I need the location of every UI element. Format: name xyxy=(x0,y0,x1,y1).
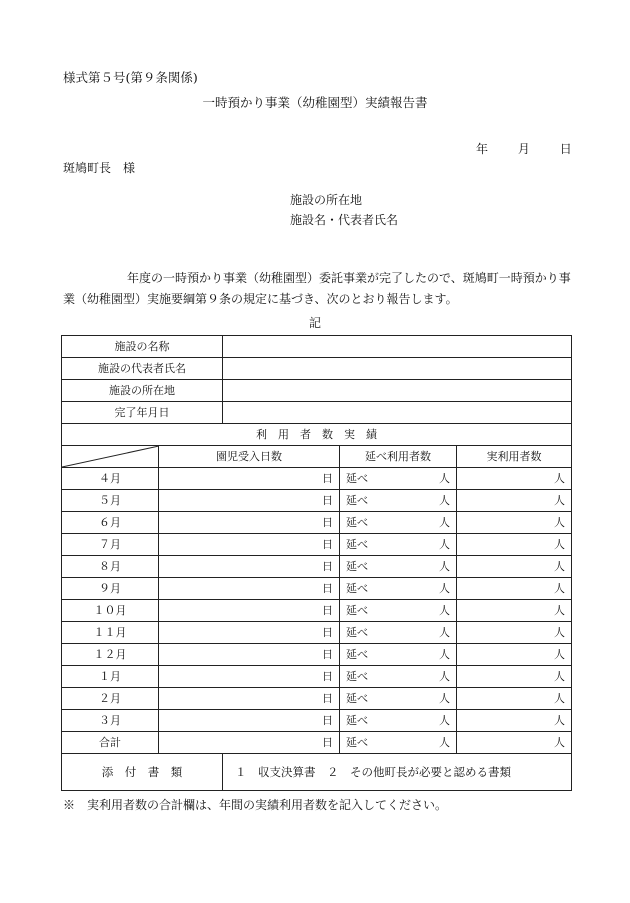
days-cell[interactable] xyxy=(159,578,340,600)
nobe-cell[interactable] xyxy=(340,578,457,600)
attachments-value: １ 収支決算書 ２ その他町長が必要と認める書類 xyxy=(223,754,572,791)
days-cell[interactable] xyxy=(159,512,340,534)
nobe-cell[interactable] xyxy=(340,534,457,556)
day-unit: 日 xyxy=(322,670,333,683)
person-unit: 人 xyxy=(439,692,450,705)
info-row-value[interactable] xyxy=(223,358,572,380)
person-unit: 人 xyxy=(554,670,566,683)
days-cell[interactable] xyxy=(159,644,340,666)
person-unit: 人 xyxy=(439,582,450,595)
table-row xyxy=(62,556,572,578)
nobe-prefix: 延べ xyxy=(346,736,368,749)
info-row-value[interactable] xyxy=(223,380,572,402)
actual-cell[interactable] xyxy=(457,512,572,534)
nobe-cell[interactable] xyxy=(340,644,457,666)
nobe-cell[interactable] xyxy=(340,666,457,688)
diagonal-line xyxy=(62,446,159,467)
days-cell[interactable] xyxy=(159,534,340,556)
nobe-prefix: 延べ xyxy=(346,538,368,551)
month-label: ８月 xyxy=(62,556,159,578)
section-title-row xyxy=(62,424,572,446)
nobe-prefix: 延べ xyxy=(346,692,368,705)
month-label: １０月 xyxy=(62,600,159,622)
actual-cell[interactable] xyxy=(457,534,572,556)
document-title: 一時預かり事業（幼稚園型）実績報告書 xyxy=(202,95,428,110)
person-unit: 人 xyxy=(554,692,566,705)
actual-cell[interactable] xyxy=(457,732,572,754)
nobe-cell[interactable] xyxy=(340,490,457,512)
actual-cell[interactable] xyxy=(457,622,572,644)
table-row xyxy=(62,490,572,512)
month-label: １月 xyxy=(62,666,159,688)
month-label: ３月 xyxy=(62,710,159,732)
person-unit: 人 xyxy=(554,516,566,529)
table-row xyxy=(62,512,572,534)
day-unit: 日 xyxy=(322,472,333,485)
day-unit: 日 xyxy=(322,736,333,749)
day-unit: 日 xyxy=(322,560,333,573)
form-number-label: 様式第５号(第９条関係) xyxy=(63,70,198,85)
days-cell[interactable] xyxy=(159,556,340,578)
actual-cell[interactable] xyxy=(457,600,572,622)
report-table-body xyxy=(62,336,572,791)
day-unit: 日 xyxy=(322,692,333,705)
person-unit: 人 xyxy=(554,582,566,595)
person-unit: 人 xyxy=(439,604,450,617)
person-unit: 人 xyxy=(439,516,450,529)
month-label: ６月 xyxy=(62,512,159,534)
nobe-cell[interactable] xyxy=(340,512,457,534)
days-cell[interactable] xyxy=(159,622,340,644)
month-label: 月 xyxy=(517,142,530,156)
date-line xyxy=(476,140,572,157)
nobe-cell[interactable] xyxy=(340,468,457,490)
month-label: ９月 xyxy=(62,578,159,600)
person-unit: 人 xyxy=(554,714,566,727)
actual-cell[interactable] xyxy=(457,688,572,710)
actual-cell[interactable] xyxy=(457,468,572,490)
table-row xyxy=(62,600,572,622)
day-unit: 日 xyxy=(322,648,333,661)
actual-cell[interactable] xyxy=(457,666,572,688)
nobe-cell[interactable] xyxy=(340,556,457,578)
days-cell[interactable] xyxy=(159,710,340,732)
info-row xyxy=(62,380,572,402)
facility-address-label: 施設の所在地 xyxy=(290,193,363,207)
facility-name-label: 施設名・代表者氏名 xyxy=(290,213,399,227)
month-label: 合計 xyxy=(62,732,159,754)
person-unit: 人 xyxy=(554,472,566,485)
attachments-label: 添 付 書 類 xyxy=(62,754,223,791)
addressee: 斑鳩町長 様 xyxy=(63,161,136,175)
table-row xyxy=(62,710,572,732)
month-label: ２月 xyxy=(62,688,159,710)
actual-cell[interactable] xyxy=(457,490,572,512)
nobe-cell[interactable] xyxy=(340,688,457,710)
person-unit: 人 xyxy=(554,538,566,551)
nobe-prefix: 延べ xyxy=(346,472,368,485)
table-row xyxy=(62,688,572,710)
info-row-value[interactable] xyxy=(223,336,572,358)
diagonal-header-cell xyxy=(62,446,159,468)
report-body-text: 年度の一時預かり事業（幼稚園型）委託事業が完了したので、斑鳩町一時預かり事業（幼稚園型）実施要綱第９条の規定に基づき、次のとおり報告します。 xyxy=(63,271,571,306)
column-header-actual: 実利用者数 xyxy=(457,446,572,468)
person-unit: 人 xyxy=(439,538,450,551)
nobe-prefix: 延べ xyxy=(346,604,368,617)
person-unit: 人 xyxy=(439,670,450,683)
person-unit: 人 xyxy=(439,494,450,507)
nobe-cell[interactable] xyxy=(340,710,457,732)
table-row xyxy=(62,644,572,666)
person-unit: 人 xyxy=(439,626,450,639)
days-cell[interactable] xyxy=(159,468,340,490)
info-row-label: 完了年月日 xyxy=(62,402,223,424)
ki-heading: 記 xyxy=(308,316,321,330)
section-title: 利 用 者 数 実 績 xyxy=(62,424,572,446)
table-row xyxy=(62,578,572,600)
report-table xyxy=(61,335,572,791)
nobe-cell[interactable] xyxy=(340,732,457,754)
person-unit: 人 xyxy=(554,626,566,639)
info-row-label: 施設の代表者氏名 xyxy=(62,358,223,380)
day-unit: 日 xyxy=(322,494,333,507)
day-unit: 日 xyxy=(322,626,333,639)
days-cell[interactable] xyxy=(159,666,340,688)
year-label: 年 xyxy=(476,142,489,156)
table-row xyxy=(62,732,572,754)
info-row-label: 施設の所在地 xyxy=(62,380,223,402)
info-row-value[interactable] xyxy=(223,402,572,424)
nobe-prefix: 延べ xyxy=(346,516,368,529)
person-unit: 人 xyxy=(439,648,450,661)
person-unit: 人 xyxy=(554,560,566,573)
table-row xyxy=(62,468,572,490)
footnote: ※ 実利用者数の合計欄は、年間の実績利用者数を記入してください。 xyxy=(63,798,448,812)
day-unit: 日 xyxy=(322,604,333,617)
nobe-prefix: 延べ xyxy=(346,626,368,639)
column-header-row xyxy=(62,446,572,468)
person-unit: 人 xyxy=(439,472,450,485)
person-unit: 人 xyxy=(554,648,566,661)
days-cell[interactable] xyxy=(159,688,340,710)
person-unit: 人 xyxy=(554,494,566,507)
table-row xyxy=(62,666,572,688)
info-row xyxy=(62,358,572,380)
person-unit: 人 xyxy=(439,560,450,573)
actual-cell[interactable] xyxy=(457,556,572,578)
day-unit: 日 xyxy=(322,714,333,727)
table-row xyxy=(62,622,572,644)
nobe-cell[interactable] xyxy=(340,600,457,622)
person-unit: 人 xyxy=(554,736,566,749)
person-unit: 人 xyxy=(554,604,566,617)
nobe-prefix: 延べ xyxy=(346,714,368,727)
column-header-nobe: 延べ利用者数 xyxy=(340,446,457,468)
day-unit: 日 xyxy=(322,582,333,595)
column-header-days: 園児受入日数 xyxy=(159,446,340,468)
month-label: １２月 xyxy=(62,644,159,666)
day-label: 日 xyxy=(559,142,572,156)
day-unit: 日 xyxy=(322,516,333,529)
info-row-label: 施設の名称 xyxy=(62,336,223,358)
nobe-prefix: 延べ xyxy=(346,582,368,595)
days-cell[interactable] xyxy=(159,600,340,622)
actual-cell[interactable] xyxy=(457,578,572,600)
info-row xyxy=(62,402,572,424)
nobe-prefix: 延べ xyxy=(346,670,368,683)
nobe-prefix: 延べ xyxy=(346,648,368,661)
attachments-row xyxy=(62,754,572,791)
month-label: １１月 xyxy=(62,622,159,644)
nobe-cell[interactable] xyxy=(340,622,457,644)
month-label: ７月 xyxy=(62,534,159,556)
month-label: ４月 xyxy=(62,468,159,490)
nobe-prefix: 延べ xyxy=(346,560,368,573)
days-cell[interactable] xyxy=(159,490,340,512)
month-label: ５月 xyxy=(62,490,159,512)
actual-cell[interactable] xyxy=(457,644,572,666)
person-unit: 人 xyxy=(439,736,450,749)
person-unit: 人 xyxy=(439,714,450,727)
day-unit: 日 xyxy=(322,538,333,551)
actual-cell[interactable] xyxy=(457,710,572,732)
table-row xyxy=(62,534,572,556)
days-cell[interactable] xyxy=(159,732,340,754)
info-row xyxy=(62,336,572,358)
nobe-prefix: 延べ xyxy=(346,494,368,507)
